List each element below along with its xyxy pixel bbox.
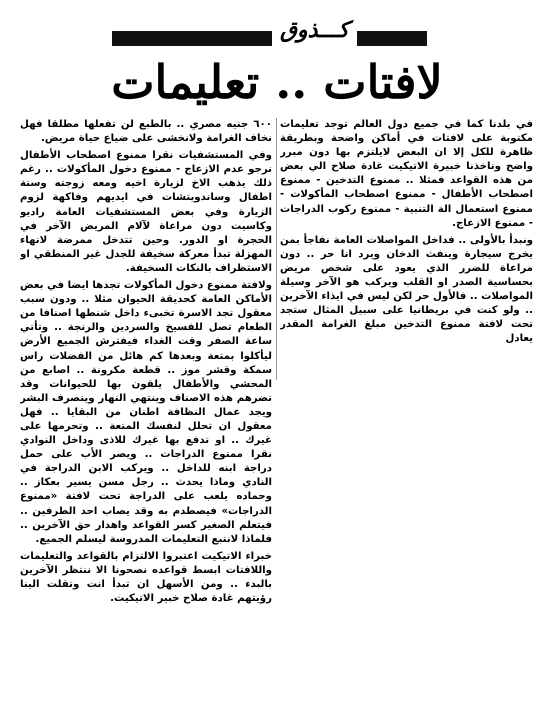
paragraph: ٦٠٠ جنيه مصري .. بالطبع لن تفعلها مطلقا فهل نخاف الغرامة ولانخشى على ضياع حياة مريض. — [20, 119, 272, 145]
paragraph: خبراء الاتيكيت اعتبروا الالتزام بالقواعد والتعليمات واللافتات ابسط قواعده نصحونا الا ننتظر الآخرين بالبدء .. ومن الأسهل ان تبدأ انت وتقلت الينا رؤيتهم غادة صلاح خبير الاتيكيت. — [20, 550, 272, 605]
paragraph: وفي المستشفيات نقرا ممنوع اصطحاب الأطفال نرجو عدم الازعاج - ممنوع دخول المأكولات .. رغم ذلك يذهب الاخ لزيارة اخيه ومعه زوجته وستة اطفال وساندويتشات في ايديهم وفاكهة لزوم الزيارة وفي بعض المستشفيات العامة راديو وكاسيت دون مراعاة لآلام المريض الآخر في الحجرة او الدور. وحين تتدخل ممرضة لانهاء المهزلة تبدأ معركة سخيفة للجدل غير المنطقي او الاستظراف بالنكات السخيفة. — [20, 150, 272, 274]
section-banner — [112, 14, 427, 48]
column-divider — [276, 118, 277, 380]
banner-bar — [112, 31, 427, 46]
article-column-left — [20, 118, 272, 723]
paragraph: في بلدنا كما في جميع دول العالم توجد تعليمات مكتوبة على لافتات في أماكن واضحة وبطريقة ظاهرة للكل إلا ان البعض لايلتزم بها دون مبرر واضح وناخذنا خبيرة الاتيكيت غادة صلاح الي بعض من هذه القواعد فمثلا .. ممنوع التدخين - ممنوع اصطحاب الأطفال - ممنوع اصطحاب المأكولات - ممنوع استعمال الة التنبية - ممنوع ركوب الدراجات - ممنوع الازعاج. — [280, 119, 533, 229]
paragraph: ولافتة ممنوع دخول المأكولات تجدها ايضا في بعض الأماكن العامة كحديقة الحيوان مثلا .. ودون سبب معقول تجد الاسرة تخبىء داخل شنطها اصنافا من الطعام تصل للفسيخ والسردين والرنجة .. وتأتي ساعة الصفر وقت الغداء فيفترش الجميع الأرض ليأكلوا بمتعة وبعدها كم هائل من الفضلات راس سمكة وقشر موز .. قطعة مكرونة .. اصابع من المحشي والأطفال يلقون بها للحيوانات وقد تضرهم هذه الاصناف وينتهي النهار وينصرف البشر ويجد عمال النظافة اطنان من البقايا .. فهل معقول ان تحلل لنفسك المتعة .. وتحرمها على غيرك .. او تدفع بها غيرك للاذى وداخل النوادي نقرا ممنوع الدراجات .. ويصر الأب على حمل دراجة ابنه للداخل .. ويركب الابن الدراجة في النادي وماذا يحدث .. رجل مسن يسير بعكاز .. وحماده يلعب على الدراجة تحت لافتة «ممنوع الدراجات» فيصطدم به وقد يصاب احد الطرفين .. فيتعلم الصغير كسر القواعد واهدار حق الآخرين .. فلماذا لانتبع التعليمات المدروسة ليسلم الجميع. — [20, 280, 272, 545]
article-column-right — [280, 118, 533, 380]
article-headline: لافتات .. تعليمات — [111, 55, 443, 109]
section-label: كـــذوق — [272, 14, 357, 48]
paragraph: ونبدأ بالأولى .. فداخل المواصلات العامة نفاجأ بمن يخرج سيجارة وينفث الدخان ويرد انا حر .. دون مراعاة للضرر الذي يعود على شخص مريض بحساسية الصدر او القلب ويركب هو الآخر وسيلة المواصلات .. فالأول حر لكن ليس في ايذاء الآخرين .. ولو كنت في بريطانيا على سبيل المثال ستجد تحت لافتة ممنوع التدخين مبلغ الغرامة المقدر يعادل — [280, 234, 533, 345]
